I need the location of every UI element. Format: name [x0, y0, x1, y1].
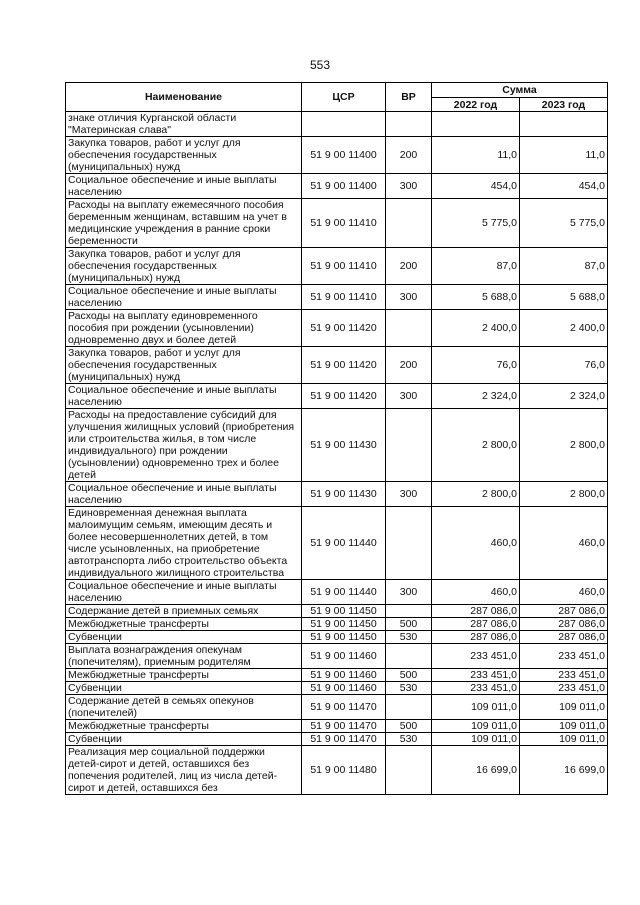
amount-2022-cell: 287 086,0	[432, 631, 520, 644]
amount-2023-cell: 233 451,0	[520, 644, 608, 669]
amount-2022-cell: 76,0	[432, 347, 520, 384]
table-row	[66, 507, 608, 580]
csr-cell: 51 9 00 11440	[302, 580, 386, 605]
amount-2023-cell: 233 451,0	[520, 669, 608, 682]
vr-cell: 300	[386, 482, 432, 507]
amount-2023-cell: 287 086,0	[520, 631, 608, 644]
amount-2022-cell: 460,0	[432, 580, 520, 605]
amount-2022-cell: 287 086,0	[432, 618, 520, 631]
csr-cell: 51 9 00 11450	[302, 631, 386, 644]
vr-cell	[386, 310, 432, 347]
amount-2023-cell: 454,0	[520, 174, 608, 199]
vr-cell: 500	[386, 720, 432, 733]
csr-cell: 51 9 00 11470	[302, 720, 386, 733]
table-row	[66, 112, 608, 137]
vr-cell: 300	[386, 580, 432, 605]
name-cell: Расходы на предоставление субсидий для улучшения жилищных условий (приобретения или строительства жилья, в том числе индивидуального) при рождении (усыновлении) одновременно трех и более детей	[66, 409, 302, 482]
amount-2023-cell: 109 011,0	[520, 720, 608, 733]
vr-cell	[386, 199, 432, 248]
table-header	[66, 83, 608, 112]
vr-cell: 300	[386, 285, 432, 310]
name-cell: Расходы на выплату единовременного пособия при рождении (усыновлении) одновременно двух и более детей	[66, 310, 302, 347]
csr-cell: 51 9 00 11410	[302, 199, 386, 248]
table-row	[66, 285, 608, 310]
name-cell: Содержание детей в приемных семьях	[66, 605, 302, 618]
amount-2023-cell: 5 688,0	[520, 285, 608, 310]
csr-cell: 51 9 00 11420	[302, 310, 386, 347]
amount-2023-cell: 76,0	[520, 347, 608, 384]
amount-2023-cell: 2 324,0	[520, 384, 608, 409]
vr-cell	[386, 644, 432, 669]
amount-2023-cell: 2 800,0	[520, 482, 608, 507]
vr-cell	[386, 507, 432, 580]
amount-2022-cell: 2 800,0	[432, 482, 520, 507]
amount-2022-cell: 11,0	[432, 137, 520, 174]
table-row	[66, 669, 608, 682]
csr-cell: 51 9 00 11430	[302, 409, 386, 482]
table-row	[66, 618, 608, 631]
amount-2023-cell: 2 800,0	[520, 409, 608, 482]
name-cell: знаке отличия Курганской области "Материнская слава"	[66, 112, 302, 137]
amount-2022-cell: 2 324,0	[432, 384, 520, 409]
name-cell: Межбюджетные трансферты	[66, 720, 302, 733]
amount-2022-cell: 2 400,0	[432, 310, 520, 347]
header-year-2022: 2022 год	[432, 98, 520, 112]
name-cell: Субвенции	[66, 631, 302, 644]
csr-cell: 51 9 00 11470	[302, 733, 386, 746]
csr-cell: 51 9 00 11460	[302, 682, 386, 695]
amount-2023-cell: 287 086,0	[520, 618, 608, 631]
vr-cell: 500	[386, 669, 432, 682]
csr-cell: 51 9 00 11420	[302, 384, 386, 409]
name-cell: Субвенции	[66, 733, 302, 746]
table-row	[66, 384, 608, 409]
table-row	[66, 248, 608, 285]
name-cell: Социальное обеспечение и иные выплаты населению	[66, 285, 302, 310]
amount-2023-cell	[520, 112, 608, 137]
amount-2022-cell: 287 086,0	[432, 605, 520, 618]
table-row	[66, 174, 608, 199]
vr-cell: 200	[386, 347, 432, 384]
csr-cell: 51 9 00 11450	[302, 605, 386, 618]
name-cell: Социальное обеспечение и иные выплаты населению	[66, 482, 302, 507]
table-body	[66, 112, 608, 795]
amount-2022-cell: 454,0	[432, 174, 520, 199]
csr-cell: 51 9 00 11470	[302, 695, 386, 720]
vr-cell	[386, 695, 432, 720]
name-cell: Содержание детей в семьях опекунов (попечителей)	[66, 695, 302, 720]
csr-cell: 51 9 00 11460	[302, 669, 386, 682]
vr-cell: 200	[386, 137, 432, 174]
table-row	[66, 347, 608, 384]
name-cell: Закупка товаров, работ и услуг для обеспечения государственных (муниципальных) нужд	[66, 347, 302, 384]
table-row	[66, 580, 608, 605]
name-cell: Социальное обеспечение и иные выплаты населению	[66, 384, 302, 409]
table-row	[66, 199, 608, 248]
header-vr: ВР	[386, 83, 432, 112]
name-cell: Выплата вознаграждения опекунам (попечителям), приемным родителям	[66, 644, 302, 669]
amount-2023-cell: 109 011,0	[520, 733, 608, 746]
amount-2022-cell: 87,0	[432, 248, 520, 285]
vr-cell: 500	[386, 618, 432, 631]
amount-2023-cell: 11,0	[520, 137, 608, 174]
name-cell: Социальное обеспечение и иные выплаты населению	[66, 174, 302, 199]
table-row	[66, 695, 608, 720]
amount-2022-cell	[432, 112, 520, 137]
name-cell: Межбюджетные трансферты	[66, 669, 302, 682]
table-row	[66, 482, 608, 507]
page-number: 553	[309, 58, 331, 72]
csr-cell: 51 9 00 11400	[302, 137, 386, 174]
amount-2022-cell: 5 775,0	[432, 199, 520, 248]
table-row	[66, 605, 608, 618]
vr-cell: 300	[386, 384, 432, 409]
amount-2023-cell: 460,0	[520, 580, 608, 605]
amount-2022-cell: 460,0	[432, 507, 520, 580]
csr-cell: 51 9 00 11440	[302, 507, 386, 580]
table-row	[66, 720, 608, 733]
vr-cell	[386, 605, 432, 618]
amount-2023-cell: 87,0	[520, 248, 608, 285]
name-cell: Социальное обеспечение и иные выплаты населению	[66, 580, 302, 605]
amount-2023-cell: 16 699,0	[520, 746, 608, 795]
header-csr: ЦСР	[302, 83, 386, 112]
amount-2023-cell: 109 011,0	[520, 695, 608, 720]
table-row	[66, 631, 608, 644]
table-row	[66, 733, 608, 746]
csr-cell: 51 9 00 11450	[302, 618, 386, 631]
csr-cell: 51 9 00 11400	[302, 174, 386, 199]
amount-2022-cell: 233 451,0	[432, 644, 520, 669]
vr-cell: 530	[386, 631, 432, 644]
amount-2022-cell: 16 699,0	[432, 746, 520, 795]
name-cell: Реализация мер социальной поддержки детей-сирот и детей, оставшихся без попечения родителей, лиц из числа детей-сирот и детей, оставшихся без	[66, 746, 302, 795]
name-cell: Закупка товаров, работ и услуг для обеспечения государственных (муниципальных) нужд	[66, 137, 302, 174]
amount-2023-cell: 233 451,0	[520, 682, 608, 695]
vr-cell	[386, 112, 432, 137]
budget-table	[65, 82, 608, 795]
amount-2023-cell: 460,0	[520, 507, 608, 580]
amount-2022-cell: 2 800,0	[432, 409, 520, 482]
table-row	[66, 310, 608, 347]
table-row	[66, 682, 608, 695]
amount-2023-cell: 2 400,0	[520, 310, 608, 347]
name-cell: Единовременная денежная выплата малоимущим семьям, имеющим десять и более несовершеннолетних детей, в том числе усыновленных, на приобретение автотранспорта либо строительство объекта индивидуального жилищного строительства	[66, 507, 302, 580]
amount-2022-cell: 109 011,0	[432, 720, 520, 733]
csr-cell: 51 9 00 11410	[302, 248, 386, 285]
amount-2022-cell: 5 688,0	[432, 285, 520, 310]
name-cell: Межбюджетные трансферты	[66, 618, 302, 631]
header-year-2023: 2023 год	[520, 98, 608, 112]
header-sum: Сумма	[432, 83, 608, 98]
vr-cell	[386, 409, 432, 482]
vr-cell: 530	[386, 733, 432, 746]
vr-cell: 300	[386, 174, 432, 199]
amount-2022-cell: 233 451,0	[432, 669, 520, 682]
csr-cell: 51 9 00 11410	[302, 285, 386, 310]
table-row	[66, 409, 608, 482]
vr-cell	[386, 746, 432, 795]
csr-cell: 51 9 00 11430	[302, 482, 386, 507]
table-row	[66, 137, 608, 174]
name-cell: Расходы на выплату ежемесячного пособия беременным женщинам, вставшим на учет в медицинские учреждения в ранние сроки беременности	[66, 199, 302, 248]
name-cell: Закупка товаров, работ и услуг для обеспечения государственных (муниципальных) нужд	[66, 248, 302, 285]
csr-cell: 51 9 00 11460	[302, 644, 386, 669]
csr-cell	[302, 112, 386, 137]
amount-2022-cell: 109 011,0	[432, 733, 520, 746]
csr-cell: 51 9 00 11480	[302, 746, 386, 795]
vr-cell: 200	[386, 248, 432, 285]
amount-2022-cell: 233 451,0	[432, 682, 520, 695]
header-name: Наименование	[66, 83, 302, 112]
amount-2022-cell: 109 011,0	[432, 695, 520, 720]
amount-2023-cell: 5 775,0	[520, 199, 608, 248]
amount-2023-cell: 287 086,0	[520, 605, 608, 618]
csr-cell: 51 9 00 11420	[302, 347, 386, 384]
table-row	[66, 644, 608, 669]
vr-cell: 530	[386, 682, 432, 695]
table-row	[66, 746, 608, 795]
name-cell: Субвенции	[66, 682, 302, 695]
